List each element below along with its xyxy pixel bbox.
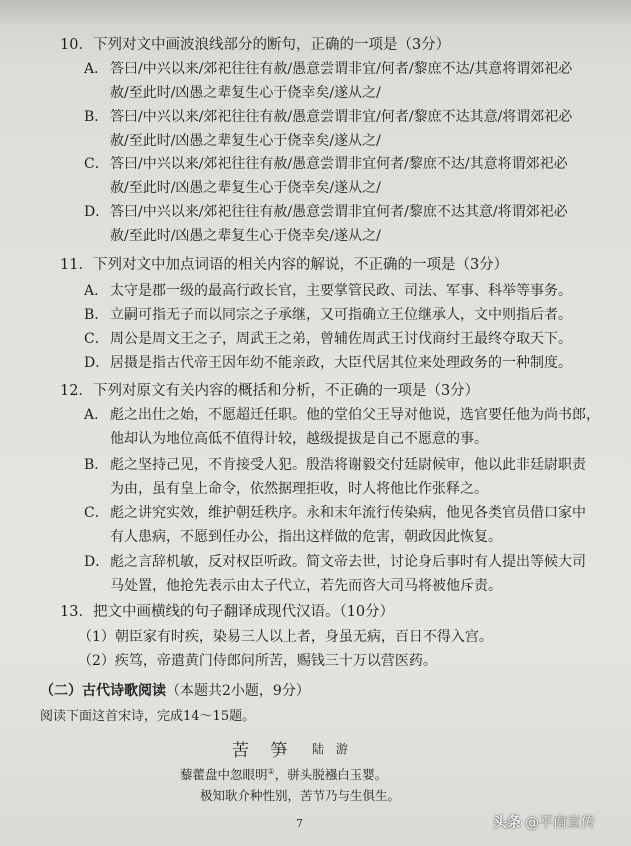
q10-option-a-cont: 赦/至此时/凶愚之辈复生心于侥幸矣/遂从之/ bbox=[110, 85, 381, 101]
q11-option-a bbox=[84, 280, 572, 303]
option-label: D． bbox=[84, 355, 110, 371]
q12-option-c bbox=[84, 502, 586, 525]
q11-option-b bbox=[84, 304, 572, 327]
q10-option-c-cont: 赦/至此时/凶愚之辈复生心于侥幸矣/遂从之/ bbox=[110, 180, 381, 196]
watermark-logo: 头条 bbox=[493, 815, 521, 831]
q10-option-c bbox=[84, 153, 568, 176]
option-label: B． bbox=[84, 307, 109, 323]
q11-stem: 11．下列对文中加点词语的相关内容的解说，不正确的一项是（3分） bbox=[60, 257, 509, 273]
option-text: 答曰/中兴以来/郊祀往往有赦/愚意尝谓非宜/何者/黎庶不达/其意将谓郊祀必 bbox=[110, 61, 573, 77]
q10-option-d bbox=[84, 201, 568, 224]
option-text: 立嗣可指无子而以同宗之子承继，又可指确立王位继承人，文中则指后者。 bbox=[110, 307, 572, 323]
option-text: 居摄是指古代帝王因年幼不能亲政，大臣代居其位来处理政务的一种制度。 bbox=[110, 355, 572, 371]
q12-option-c-cont: 有人患病，不愿到任办公，指出这样做的危害，朝政因此恢复。 bbox=[110, 529, 502, 545]
q12-option-a bbox=[84, 404, 600, 427]
option-text: 周公是周文王之子，周武王之弟，曾辅佐周武王讨伐商纣王最终夺取天下。 bbox=[110, 331, 572, 347]
page-number: 7 bbox=[296, 817, 303, 830]
option-text: 答曰/中兴以来/郊祀往往有赦/愚意尝谓非宜何者/黎庶不达/其意将谓郊祀必 bbox=[110, 156, 568, 172]
q10-option-d-cont: 赦/至此时/凶愚之辈复生心于侥幸矣/遂从之/ bbox=[110, 228, 381, 244]
section-heading bbox=[40, 680, 310, 703]
q12-option-b bbox=[84, 454, 586, 477]
option-label: C． bbox=[84, 156, 109, 172]
option-label: A． bbox=[84, 407, 109, 423]
q12-option-a-cont: 他却认为地位高低不值得计较，越级提拔是自己不愿意的事。 bbox=[110, 431, 488, 447]
poem-title: 苦 笋 bbox=[232, 741, 296, 761]
option-label: B． bbox=[84, 457, 109, 473]
option-label: D． bbox=[84, 204, 110, 220]
q13-item-1: （1）朝臣家有时疾，染易三人以上者，身虽无病，百日不得入宫。 bbox=[78, 629, 493, 645]
option-label: A． bbox=[84, 61, 109, 77]
q12-option-d-cont: 马处置，他抢先表示由太子代立，若先而咨大司马将被他斥责。 bbox=[110, 578, 502, 594]
option-text: 太守是郡一级的最高行政长官，主要掌管民政、司法、军事、科举等事务。 bbox=[110, 283, 572, 299]
option-text: 彪之坚持己见，不肯接受人犯。殷浩将谢毅交付廷尉候审，他以此非廷尉职责 bbox=[110, 457, 586, 473]
option-text: 彪之讲究实效，维护朝廷秩序。永和末年流行传染病，他见各类官员借口家中 bbox=[110, 505, 586, 521]
verse-rest: ，骈头脱襁白玉婴。 bbox=[274, 767, 388, 783]
q12-option-b-cont: 为由，虽有皇上命令，依然据理拒收，时人将他比作张释之。 bbox=[110, 481, 488, 497]
q11-option-d bbox=[84, 352, 572, 375]
q13-stem: 13．把文中画横线的句子翻译成现代汉语。（10分） bbox=[60, 604, 395, 620]
option-label: A． bbox=[84, 283, 109, 299]
section-intro: 阅读下面这首宋诗，完成14～15题。 bbox=[40, 709, 256, 724]
section-note: （本题共2小题，9分） bbox=[166, 683, 310, 699]
watermark-text: @平南宣传 bbox=[525, 815, 595, 831]
section-title: （二）古代诗歌阅读 bbox=[40, 683, 166, 699]
footnote-mark: ① bbox=[267, 767, 275, 776]
option-label: C． bbox=[84, 505, 109, 521]
poem-line-1 bbox=[180, 762, 387, 785]
poem-line-2: 极知耿介种性别，苦节乃与生俱生。 bbox=[200, 788, 401, 803]
poem-author: 陆 游 bbox=[312, 742, 352, 756]
option-label: D． bbox=[84, 554, 110, 570]
verse-text: 藜藿盘中忽眼明 bbox=[180, 767, 268, 783]
q12-option-d bbox=[84, 551, 586, 574]
option-label: C． bbox=[84, 331, 109, 347]
option-text: 彪之言辞机敏，反对权臣听政。简文帝去世，讨论身后事时有人提出等候大司 bbox=[110, 554, 586, 570]
q10-option-b bbox=[84, 106, 572, 129]
q10-option-a bbox=[84, 58, 572, 81]
q12-stem: 12．下列对原文有关内容的概括和分析，不正确的一项是（3分） bbox=[60, 383, 480, 399]
watermark bbox=[493, 812, 595, 832]
option-text: 彪之出仕之始，不愿超迁任职。他的堂伯父王导对他说，选官要任他为尚书郎， bbox=[110, 407, 600, 423]
q13-item-2: （2）疾笃，帝遣黄门侍郎问所苦，赐钱三十万以营医药。 bbox=[78, 653, 437, 669]
q10-stem: 10．下列对文中画波浪线部分的断句，正确的一项是（3分） bbox=[60, 37, 451, 53]
q10-option-b-cont: 赦/至此时/凶愚之辈复生心于侥幸矣/遂从之/ bbox=[110, 133, 381, 149]
option-label: B． bbox=[84, 109, 109, 125]
q11-option-c bbox=[84, 328, 572, 351]
option-text: 答曰/中兴以来/郊祀往往有赦/愚意尝谓非宜何者/黎庶不达其意/将谓郊祀必 bbox=[110, 204, 568, 220]
top-shadow bbox=[0, 0, 631, 26]
option-text: 答曰/中兴以来/郊祀往往有赦/愚意尝谓非宜/何者/黎庶不达其意/将谓郊祀必 bbox=[110, 109, 573, 125]
